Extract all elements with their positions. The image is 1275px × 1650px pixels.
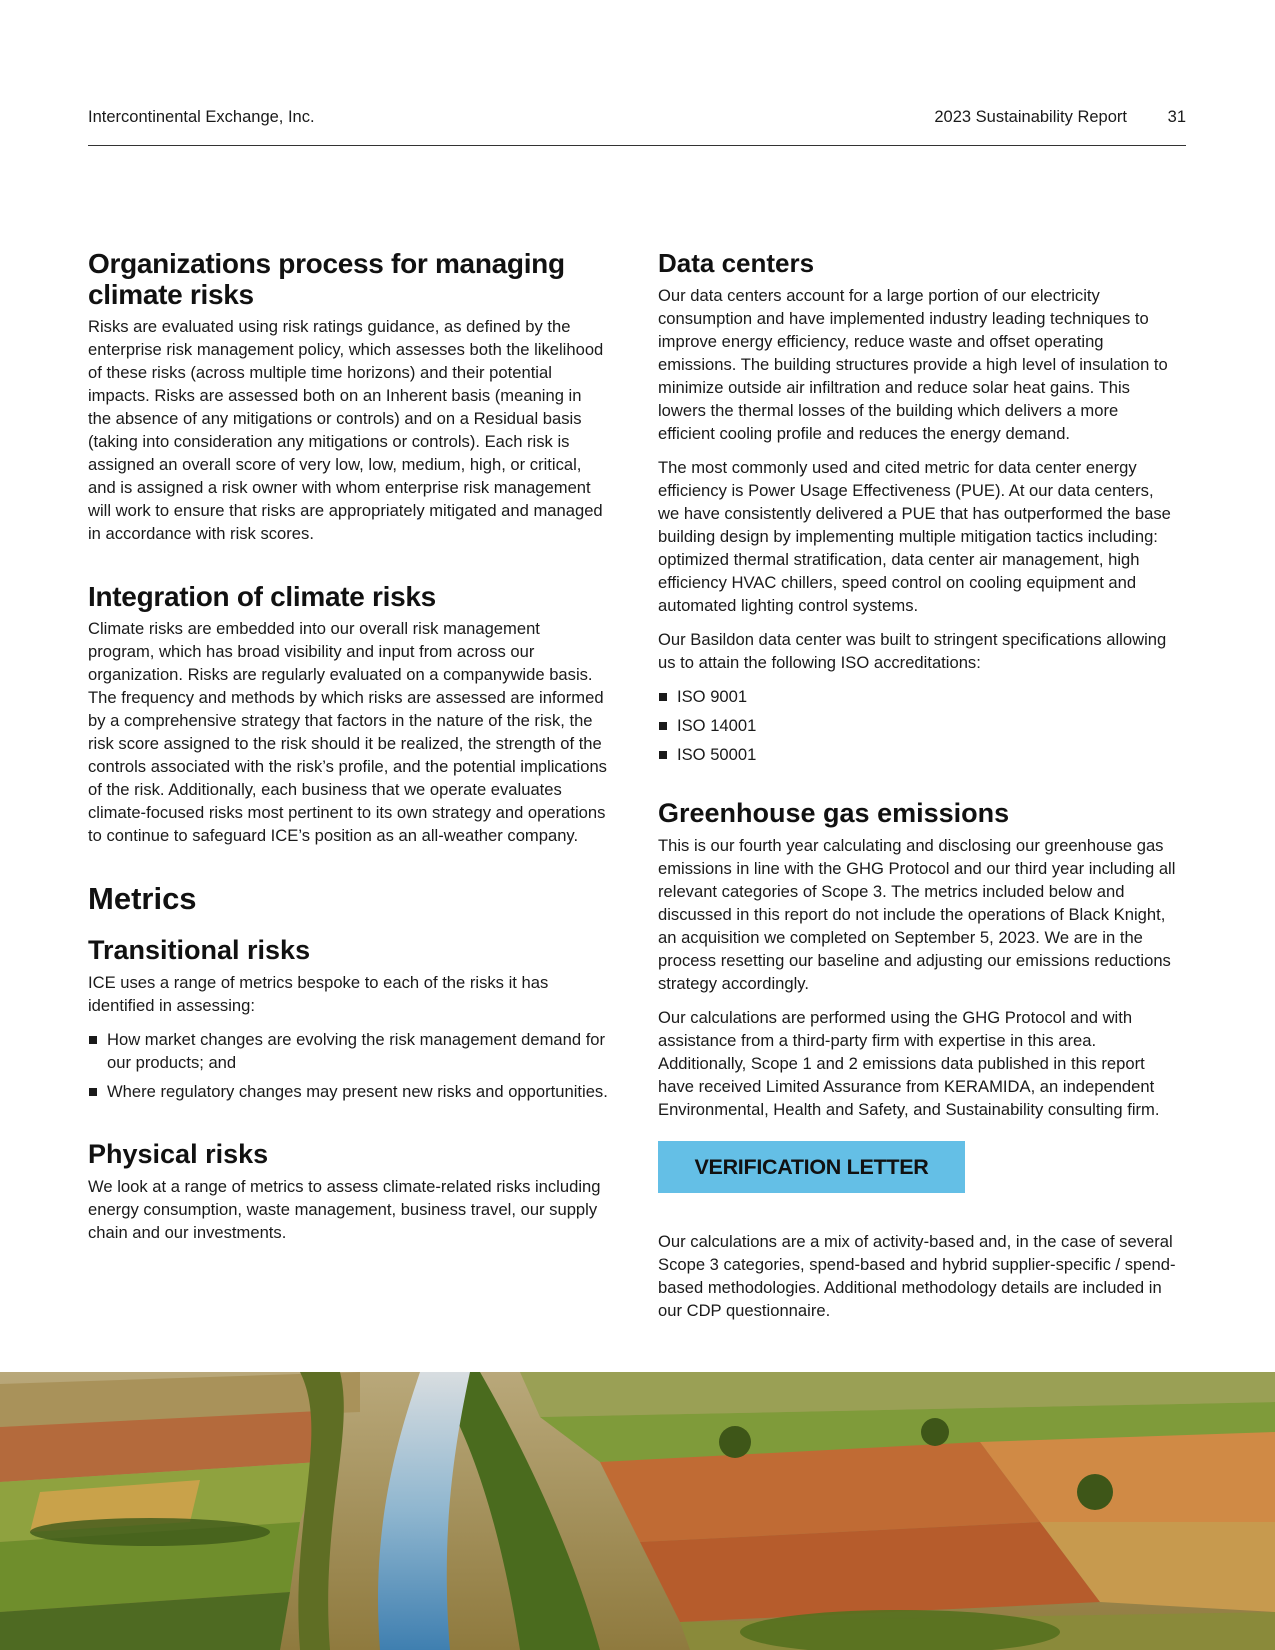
verification-letter-button[interactable]: VERIFICATION LETTER bbox=[658, 1141, 965, 1193]
transitional-risks-section bbox=[88, 935, 608, 1103]
square-bullet-icon bbox=[659, 751, 667, 759]
iso-list bbox=[658, 685, 1178, 766]
paragraph: The most commonly used and cited metric for data center energy efficiency is Power Usage Effectiveness (PUE). At our data centers, we have consistently delivered a PUE that has outperformed the base building design by implementing multiple mitigation tactics including: optimized thermal stratification, data center air management, high efficiency HVAC chillers, speed control on cooling equipment and automated lighting control systems. bbox=[658, 458, 1171, 615]
section-title: Greenhouse gas emissions bbox=[658, 798, 1010, 828]
list-item: How market changes are evolving the risk management demand for our products; and bbox=[88, 1028, 608, 1074]
square-bullet-icon bbox=[89, 1036, 97, 1044]
square-bullet-icon bbox=[659, 693, 667, 701]
list-item: ISO 50001 bbox=[658, 743, 1178, 766]
org-process-section bbox=[88, 248, 608, 545]
right-column bbox=[658, 248, 1178, 1333]
page-header bbox=[88, 104, 1186, 146]
list-item: ISO 14001 bbox=[658, 714, 1178, 737]
data-centers-section bbox=[658, 248, 1178, 766]
section-body: Climate risks are embedded into our overall risk management program, which has broad visibility and input from across our organization. Risks are regularly evaluated on a companywide basis. The frequency and methods by which risks are assessed are informed by a comprehensive strategy that factors in the nature of the risk, the risk score assigned to the risk should it be realized, the strength of the controls associated with the risk’s profile, and the potential implications of the risk. Additionally, each business that we operate evaluates climate-focused risks most pertinent to its own strategy and operations to continue to safeguard ICE’s position as an all-weather company. bbox=[88, 619, 607, 845]
section-body: We look at a range of metrics to assess climate-related risks including energy consumption, waste management, business travel, our supply chain and our investments. bbox=[88, 1177, 601, 1242]
section-title: Integration of climate risks bbox=[88, 581, 436, 612]
paragraph: This is our fourth year calculating and disclosing our greenhouse gas emissions in line with the GHG Protocol and our third year including all relevant categories of Scope 3. The metrics included below and discussed in this report do not include the operations of Black Knight, an acquisition we completed on September 5, 2023. We are in the process resetting our baseline and adjusting our emissions reductions strategy accordingly. bbox=[658, 836, 1176, 993]
paragraph: Our Basildon data center was built to stringent specifications allowing us to attain the following ISO accreditations: bbox=[658, 630, 1167, 672]
bullet-list bbox=[88, 1028, 608, 1103]
paragraph: Our calculations are a mix of activity-based and, in the case of several Scope 3 categories, spend-based and hybrid supplier-specific / spend-based methodologies. Additional methodology details are included in our CDP questionnaire. bbox=[658, 1232, 1176, 1320]
section-body: Risks are evaluated using risk ratings guidance, as defined by the enterprise risk management policy, which assesses both the likelihood of these risks (across multiple time horizons) and their potential impacts. Risks are assessed both on an Inherent basis (meaning in the absence of any mitigations or controls) and on a Residual basis (taking into consideration any mitigations or controls). Each risk is assigned an overall score of very low, low, medium, high, or critical, and is assigned a risk owner with whom enterprise risk management will work to ensure that risks are appropriately mitigated and managed in accordance with risk scores. bbox=[88, 317, 604, 543]
ghg-section bbox=[658, 798, 1178, 1322]
page-number: 31 bbox=[1167, 108, 1186, 126]
list-item: Where regulatory changes may present new risks and opportunities. bbox=[88, 1080, 608, 1103]
section-title: Transitional risks bbox=[88, 935, 311, 965]
left-column bbox=[88, 248, 608, 1255]
landscape-photo bbox=[0, 1372, 1275, 1650]
square-bullet-icon bbox=[89, 1088, 97, 1096]
square-bullet-icon bbox=[659, 722, 667, 730]
aerial-river-image bbox=[0, 1372, 1275, 1650]
report-title: 2023 Sustainability Report bbox=[934, 108, 1127, 126]
paragraph: Our calculations are performed using the GHG Protocol and with assistance from a third-party firm with expertise in this area. Additionally, Scope 1 and 2 emissions data published in this report have received Limited Assurance from KERAMIDA, an independent Environmental, Health and Safety, and Sustainability consulting firm. bbox=[658, 1008, 1160, 1119]
physical-risks-section bbox=[88, 1139, 608, 1244]
list-item: ISO 9001 bbox=[658, 685, 1178, 708]
section-title: Physical risks bbox=[88, 1139, 269, 1169]
section-intro: ICE uses a range of metrics bespoke to each of the risks it has identified in assessing: bbox=[88, 973, 549, 1015]
section-title: Organizations process for managing climate risks bbox=[88, 248, 565, 310]
company-name: Intercontinental Exchange, Inc. bbox=[88, 108, 315, 126]
metrics-title: Metrics bbox=[88, 881, 197, 916]
integration-section bbox=[88, 581, 608, 847]
paragraph: Our data centers account for a large portion of our electricity consumption and have implemented industry leading techniques to improve energy efficiency, reduce waste and offset operating emissions. The building structures provide a high level of insulation to minimize outside air infiltration and reduce solar heat gains. This lowers the thermal losses of the building which delivers a more efficient cooling profile and reduces the energy demand. bbox=[658, 286, 1168, 443]
section-title: Data centers bbox=[658, 248, 815, 278]
